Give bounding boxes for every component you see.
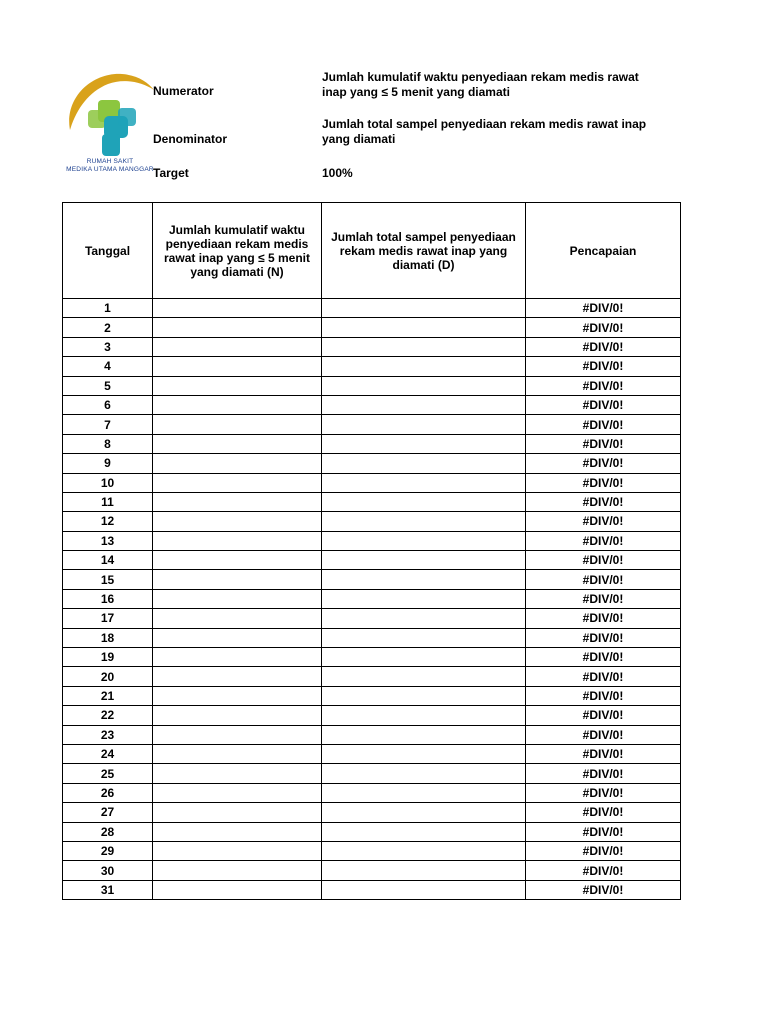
pencapaian-cell: #DIV/0! <box>526 667 681 686</box>
data-table <box>62 202 681 900</box>
pencapaian-cell: #DIV/0! <box>526 822 681 841</box>
numerator-cell[interactable] <box>153 589 322 608</box>
numerator-cell[interactable] <box>153 512 322 531</box>
table-header-row <box>63 203 681 299</box>
pencapaian-cell: #DIV/0! <box>526 589 681 608</box>
tanggal-cell: 6 <box>63 395 153 414</box>
denominator-cell[interactable] <box>322 318 526 337</box>
tanggal-cell: 19 <box>63 648 153 667</box>
denominator-cell[interactable] <box>322 299 526 318</box>
table-row <box>63 299 681 318</box>
table-row <box>63 376 681 395</box>
numerator-cell[interactable] <box>153 667 322 686</box>
header-tanggal: Tanggal <box>63 203 153 299</box>
table-row <box>63 706 681 725</box>
table-row <box>63 415 681 434</box>
denominator-cell[interactable] <box>322 744 526 763</box>
numerator-cell[interactable] <box>153 337 322 356</box>
numerator-cell[interactable] <box>153 395 322 414</box>
table-row <box>63 686 681 705</box>
denominator-cell[interactable] <box>322 841 526 860</box>
denominator-cell[interactable] <box>322 473 526 492</box>
numerator-cell[interactable] <box>153 841 322 860</box>
numerator-cell[interactable] <box>153 376 322 395</box>
tanggal-cell: 23 <box>63 725 153 744</box>
pencapaian-cell: #DIV/0! <box>526 434 681 453</box>
pencapaian-cell: #DIV/0! <box>526 551 681 570</box>
denominator-cell[interactable] <box>322 395 526 414</box>
table-row <box>63 744 681 763</box>
header-numerator: Jumlah kumulatif waktu penyediaan rekam medis rawat inap yang ≤ 5 menit yang diamati (N) <box>153 203 322 299</box>
numerator-value: Jumlah kumulatif waktu penyediaan rekam medis rawat inap yang ≤ 5 menit yang diamati <box>322 70 639 99</box>
tanggal-cell: 8 <box>63 434 153 453</box>
tanggal-cell: 24 <box>63 744 153 763</box>
pencapaian-cell: #DIV/0! <box>526 841 681 860</box>
tanggal-cell: 21 <box>63 686 153 705</box>
tanggal-cell: 9 <box>63 454 153 473</box>
target-value: 100% <box>322 166 353 180</box>
numerator-cell[interactable] <box>153 764 322 783</box>
tanggal-cell: 7 <box>63 415 153 434</box>
denominator-cell[interactable] <box>322 434 526 453</box>
denominator-cell[interactable] <box>322 415 526 434</box>
logo-name-line1: RUMAH SAKIT <box>86 158 134 165</box>
pencapaian-cell: #DIV/0! <box>526 764 681 783</box>
numerator-cell[interactable] <box>153 628 322 647</box>
table-row <box>63 589 681 608</box>
table-row <box>63 822 681 841</box>
numerator-cell[interactable] <box>153 822 322 841</box>
tanggal-cell: 20 <box>63 667 153 686</box>
pencapaian-cell: #DIV/0! <box>526 744 681 763</box>
table-row <box>63 492 681 511</box>
numerator-cell[interactable] <box>153 880 322 899</box>
denominator-cell[interactable] <box>322 531 526 550</box>
table-row <box>63 395 681 414</box>
denominator-cell[interactable] <box>322 880 526 899</box>
numerator-cell[interactable] <box>153 648 322 667</box>
numerator-cell[interactable] <box>153 492 322 511</box>
tanggal-cell: 11 <box>63 492 153 511</box>
numerator-label: Numerator <box>153 84 214 98</box>
table-row <box>63 628 681 647</box>
pencapaian-cell: #DIV/0! <box>526 783 681 802</box>
pencapaian-cell: #DIV/0! <box>526 880 681 899</box>
tanggal-cell: 28 <box>63 822 153 841</box>
tanggal-cell: 10 <box>63 473 153 492</box>
numerator-cell[interactable] <box>153 415 322 434</box>
pencapaian-cell: #DIV/0! <box>526 299 681 318</box>
pencapaian-cell: #DIV/0! <box>526 686 681 705</box>
tanggal-cell: 4 <box>63 357 153 376</box>
table-row <box>63 512 681 531</box>
tanggal-cell: 22 <box>63 706 153 725</box>
numerator-cell[interactable] <box>153 473 322 492</box>
table-row <box>63 473 681 492</box>
tanggal-cell: 14 <box>63 551 153 570</box>
numerator-cell[interactable] <box>153 744 322 763</box>
pencapaian-cell: #DIV/0! <box>526 531 681 550</box>
numerator-cell[interactable] <box>153 318 322 337</box>
pencapaian-cell: #DIV/0! <box>526 473 681 492</box>
table-row <box>63 667 681 686</box>
pencapaian-cell: #DIV/0! <box>526 609 681 628</box>
denominator-cell[interactable] <box>322 648 526 667</box>
denominator-cell[interactable] <box>322 686 526 705</box>
pencapaian-cell: #DIV/0! <box>526 337 681 356</box>
pencapaian-cell: #DIV/0! <box>526 803 681 822</box>
tanggal-cell: 25 <box>63 764 153 783</box>
numerator-cell[interactable] <box>153 725 322 744</box>
tanggal-cell: 3 <box>63 337 153 356</box>
table-row <box>63 454 681 473</box>
denominator-cell[interactable] <box>322 357 526 376</box>
tanggal-cell: 12 <box>63 512 153 531</box>
target-label: Target <box>153 166 189 180</box>
pencapaian-cell: #DIV/0! <box>526 861 681 880</box>
numerator-cell[interactable] <box>153 609 322 628</box>
pencapaian-cell: #DIV/0! <box>526 318 681 337</box>
denominator-cell[interactable] <box>322 822 526 841</box>
table-row <box>63 880 681 899</box>
numerator-cell[interactable] <box>153 686 322 705</box>
denominator-cell[interactable] <box>322 803 526 822</box>
table-row <box>63 531 681 550</box>
pencapaian-cell: #DIV/0! <box>526 492 681 511</box>
numerator-cell[interactable] <box>153 531 322 550</box>
table-row <box>63 783 681 802</box>
tanggal-cell: 2 <box>63 318 153 337</box>
tanggal-cell: 18 <box>63 628 153 647</box>
tanggal-cell: 29 <box>63 841 153 860</box>
denominator-cell[interactable] <box>322 512 526 531</box>
numerator-cell[interactable] <box>153 783 322 802</box>
pencapaian-cell: #DIV/0! <box>526 415 681 434</box>
numerator-cell[interactable] <box>153 551 322 570</box>
denominator-cell[interactable] <box>322 589 526 608</box>
tanggal-cell: 30 <box>63 861 153 880</box>
tanggal-cell: 26 <box>63 783 153 802</box>
denominator-cell[interactable] <box>322 667 526 686</box>
denominator-cell[interactable] <box>322 551 526 570</box>
header-pencapaian: Pencapaian <box>526 203 681 299</box>
tanggal-cell: 16 <box>63 589 153 608</box>
denominator-cell[interactable] <box>322 861 526 880</box>
table-row <box>63 861 681 880</box>
table-row <box>63 609 681 628</box>
denominator-cell[interactable] <box>322 706 526 725</box>
table-row <box>63 551 681 570</box>
numerator-cell[interactable] <box>153 434 322 453</box>
pencapaian-cell: #DIV/0! <box>526 706 681 725</box>
table-row <box>63 648 681 667</box>
pencapaian-cell: #DIV/0! <box>526 725 681 744</box>
pencapaian-cell: #DIV/0! <box>526 376 681 395</box>
table-row <box>63 434 681 453</box>
denominator-cell[interactable] <box>322 609 526 628</box>
header-denominator: Jumlah total sampel penyediaan rekam medis rawat inap yang diamati (D) <box>322 203 526 299</box>
denominator-cell[interactable] <box>322 492 526 511</box>
numerator-cell[interactable] <box>153 570 322 589</box>
denominator-cell[interactable] <box>322 337 526 356</box>
tanggal-cell: 27 <box>63 803 153 822</box>
numerator-cell[interactable] <box>153 861 322 880</box>
pencapaian-cell: #DIV/0! <box>526 357 681 376</box>
table-row <box>63 570 681 589</box>
denominator-cell[interactable] <box>322 628 526 647</box>
denominator-cell[interactable] <box>322 783 526 802</box>
tanggal-cell: 5 <box>63 376 153 395</box>
numerator-cell[interactable] <box>153 803 322 822</box>
denominator-cell[interactable] <box>322 764 526 783</box>
table-row <box>63 803 681 822</box>
logo-cross <box>88 100 136 156</box>
denominator-cell[interactable] <box>322 376 526 395</box>
denominator-cell[interactable] <box>322 570 526 589</box>
numerator-cell[interactable] <box>153 706 322 725</box>
table-row <box>63 357 681 376</box>
pencapaian-cell: #DIV/0! <box>526 628 681 647</box>
table-row <box>63 841 681 860</box>
pencapaian-cell: #DIV/0! <box>526 512 681 531</box>
table-row <box>63 764 681 783</box>
numerator-cell[interactable] <box>153 299 322 318</box>
tanggal-cell: 15 <box>63 570 153 589</box>
pencapaian-cell: #DIV/0! <box>526 570 681 589</box>
denominator-cell[interactable] <box>322 725 526 744</box>
tanggal-cell: 31 <box>63 880 153 899</box>
tanggal-cell: 13 <box>63 531 153 550</box>
table-row <box>63 725 681 744</box>
table-row <box>63 337 681 356</box>
numerator-cell[interactable] <box>153 454 322 473</box>
pencapaian-cell: #DIV/0! <box>526 395 681 414</box>
pencapaian-cell: #DIV/0! <box>526 648 681 667</box>
denominator-value: Jumlah total sampel penyediaan rekam medis rawat inap yang diamati <box>322 117 647 146</box>
denominator-cell[interactable] <box>322 454 526 473</box>
denominator-label: Denominator <box>153 132 228 146</box>
table-row <box>63 318 681 337</box>
logo-name-line2: MEDIKA UTAMA MANGGAR <box>66 166 154 173</box>
numerator-cell[interactable] <box>153 357 322 376</box>
pencapaian-cell: #DIV/0! <box>526 454 681 473</box>
tanggal-cell: 1 <box>63 299 153 318</box>
tanggal-cell: 17 <box>63 609 153 628</box>
